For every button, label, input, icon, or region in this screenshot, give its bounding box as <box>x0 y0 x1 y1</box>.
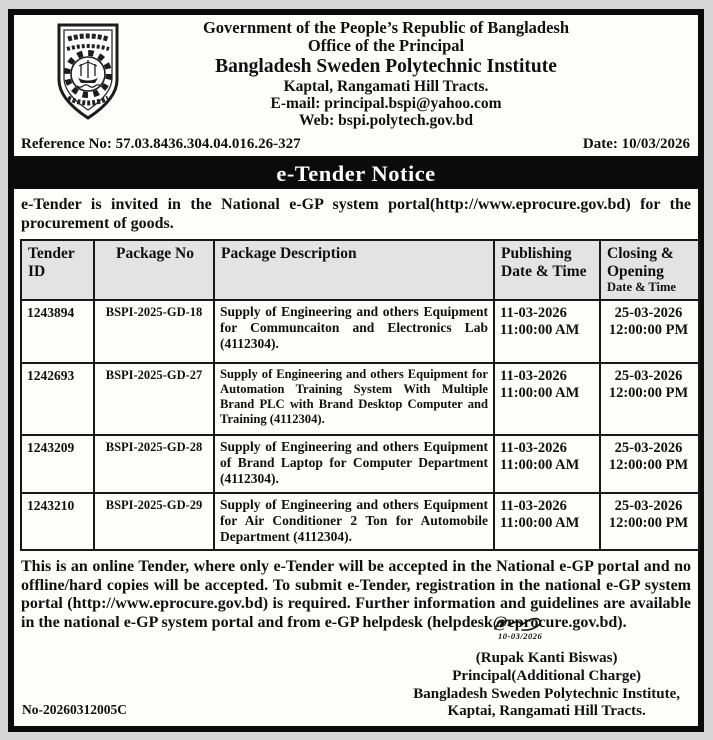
publishing-cell <box>494 363 600 435</box>
table-row <box>21 435 699 493</box>
office-line: Office of the Principal <box>307 36 465 56</box>
closing-date: 25-03-2026 <box>614 440 683 457</box>
closing-cell <box>600 363 699 435</box>
tender-id-cell: 1243210 <box>21 493 94 550</box>
signatory-designation: Principal(Additional Charge) <box>452 667 642 684</box>
publishing-time: 11:00:00 AM <box>500 457 580 474</box>
notice-title: e-Tender Notice <box>276 160 436 186</box>
closing-cell <box>600 435 699 493</box>
package-no-cell: BSPI-2025-GD-18 <box>94 300 214 363</box>
email-line: E-mail: principal.bspi@yahoo.com <box>270 95 502 113</box>
package-no-cell: BSPI-2025-GD-27 <box>94 363 214 435</box>
tender-id-cell: 1243894 <box>21 300 94 363</box>
package-description-cell: Supply of Engineering and others Equipment for Communcaiton and Electronics Lab (4112304). <box>214 300 494 363</box>
signatory-institute: Bangladesh Sweden Polytechnic Institute, <box>413 685 680 702</box>
institute-address: Kaptal, Rangamati Hill Tracts. <box>283 77 489 95</box>
publishing-time: 11:00:00 AM <box>500 322 580 339</box>
website-line: Web: bspi.polytech.gov.bd <box>299 112 473 130</box>
closing-time: 12:00:00 PM <box>608 385 689 402</box>
organization-heading <box>74 19 698 130</box>
package-no-cell: BSPI-2025-GD-29 <box>94 493 214 550</box>
table-row <box>21 493 699 550</box>
publishing-time: 11:00:00 AM <box>500 385 580 402</box>
signatory-address: Kaptai, Rangamati Hill Tracts. <box>447 703 646 720</box>
publishing-date: 11-03-2026 <box>500 440 567 457</box>
closing-time: 12:00:00 PM <box>608 457 689 474</box>
notice-body <box>14 189 698 721</box>
publishing-time: 11:00:00 AM <box>500 515 580 532</box>
signatory-name: (Rupak Kanti Biswas) <box>475 650 618 667</box>
table-header-row <box>21 240 699 300</box>
closing-cell <box>600 493 699 550</box>
col-header-tender-id: Tender ID <box>21 240 94 300</box>
package-description-cell: Supply of Engineering and others Equipment for Automation Training System With Multiple Brand PLC with Brand Desktop Computer and Training (4112304). <box>214 363 494 435</box>
closing-time: 12:00:00 PM <box>608 322 689 339</box>
closing-time: 12:00:00 PM <box>608 515 689 532</box>
issue-date: Date: 10/03/2026 <box>582 136 690 152</box>
publishing-cell <box>494 300 600 363</box>
package-no-cell: BSPI-2025-GD-28 <box>94 435 214 493</box>
closing-date: 25-03-2026 <box>614 368 683 385</box>
signature-mark <box>492 615 562 649</box>
signature-date: 10-03/2026 <box>498 631 543 641</box>
closing-cell <box>600 300 699 363</box>
tender-notice-page <box>8 9 704 732</box>
closing-date: 25-03-2026 <box>614 498 683 515</box>
col-header-closing <box>600 240 699 300</box>
signatory-block <box>413 650 680 721</box>
closing-date: 25-03-2026 <box>614 305 683 322</box>
publishing-cell <box>494 435 600 493</box>
publishing-date: 11-03-2026 <box>500 305 567 322</box>
col-header-closing-main: Closing & Opening <box>607 245 674 280</box>
col-header-package-no: Package No <box>94 240 214 300</box>
notice-title-bar <box>14 156 698 189</box>
tender-id-cell: 1242693 <box>21 363 94 435</box>
institute-name: Bangladesh Sweden Polytechnic Institute <box>215 55 557 77</box>
col-header-closing-sub: Date & Time <box>607 280 676 295</box>
reference-row <box>21 136 690 153</box>
publishing-cell <box>494 493 600 550</box>
reference-number: Reference No: 57.03.8436.304.04.016.26-327 <box>21 136 301 152</box>
letterhead <box>14 15 698 156</box>
package-description-cell: Supply of Engineering and others Equipment for Air Conditioner 2 Ton for Automobile Department (4112304). <box>214 493 494 550</box>
package-description-cell: Supply of Engineering and others Equipment of Brand Laptop for Computer Department (4112304). <box>214 435 494 493</box>
table-row <box>21 300 699 363</box>
tender-id-cell: 1243209 <box>21 435 94 493</box>
document-number: No-20260312005C <box>22 702 127 717</box>
intro-paragraph: e-Tender is invited in the National e-GP system portal(http://www.eprocure.gov.bd) for the procurement of goods. <box>21 196 691 232</box>
table-row <box>21 363 699 435</box>
publishing-date: 11-03-2026 <box>500 368 567 385</box>
government-line: Government of the People’s Republic of Bangladesh <box>202 18 570 37</box>
closing-paragraph: This is an online Tender, where only e-Tender will be accepted in the National e-GP portal and no offline/hard copies will be accepted. To submit e-Tender, registration in the national e-GP system portal (http://www.eprocure.gov.bd) is required. Further information and guidelines are available in the national e-GP system portal and from e-GP helpdesk (helpdesk@eprocure.gov.bd). <box>21 558 691 631</box>
col-header-package-description: Package Description <box>214 240 494 300</box>
tender-table <box>20 239 700 551</box>
publishing-date: 11-03-2026 <box>500 498 567 515</box>
col-header-publishing: Publishing Date & Time <box>494 240 600 300</box>
